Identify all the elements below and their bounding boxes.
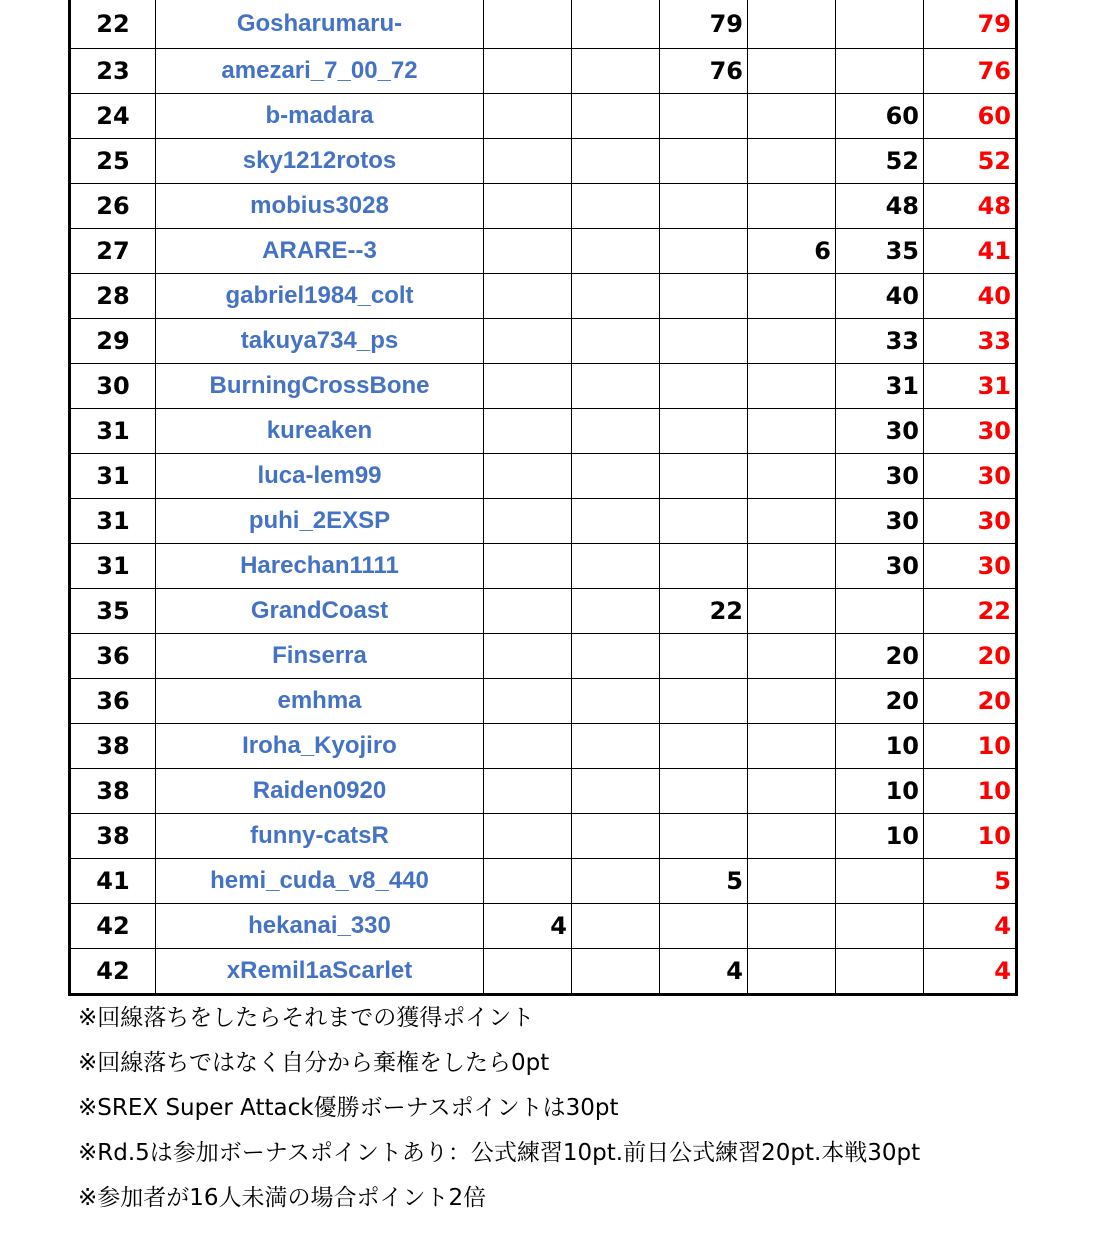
round-5-points-cell: 30 xyxy=(836,454,924,499)
table-row xyxy=(70,454,1017,499)
round-3-points-cell xyxy=(660,454,748,499)
round-3-points-cell xyxy=(660,139,748,184)
round-3-points-cell xyxy=(660,409,748,454)
round-4-points-cell xyxy=(748,184,836,229)
rank-cell: 23 xyxy=(70,49,156,94)
rank-cell: 42 xyxy=(70,904,156,949)
round-4-points-cell xyxy=(748,94,836,139)
player-name-cell: hemi_cuda_v8_440 xyxy=(156,859,484,904)
round-2-points-cell xyxy=(572,859,660,904)
rank-cell: 31 xyxy=(70,409,156,454)
table-row xyxy=(70,184,1017,229)
round-2-points-cell xyxy=(572,184,660,229)
round-3-points-cell xyxy=(660,904,748,949)
round-1-points-cell xyxy=(484,94,572,139)
rank-cell: 35 xyxy=(70,589,156,634)
round-2-points-cell xyxy=(572,94,660,139)
round-1-points-cell xyxy=(484,319,572,364)
player-name-cell: hekanai_330 xyxy=(156,904,484,949)
rank-cell: 25 xyxy=(70,139,156,184)
round-5-points-cell xyxy=(836,589,924,634)
note-rd5-bonus: ※Rd.5は参加ボーナスポイントあり：公式練習10pt.前日公式練習20pt.本戦30pt xyxy=(78,1140,921,1166)
table-row xyxy=(70,634,1017,679)
player-name-cell: funny-catsR xyxy=(156,814,484,859)
round-5-points-cell xyxy=(836,49,924,94)
player-name-cell: mobius3028 xyxy=(156,184,484,229)
total-points-cell: 10 xyxy=(924,724,1017,769)
notes-section xyxy=(78,996,920,1221)
round-2-points-cell xyxy=(572,364,660,409)
player-name-cell: Finserra xyxy=(156,634,484,679)
player-name-cell: ARARE--3 xyxy=(156,229,484,274)
player-name-cell: emhma xyxy=(156,679,484,724)
note-disconnect: ※回線落ちをしたらそれまでの獲得ポイント xyxy=(78,1005,535,1031)
round-5-points-cell: 52 xyxy=(836,139,924,184)
table-row xyxy=(70,499,1017,544)
round-4-points-cell xyxy=(748,499,836,544)
round-4-points-cell xyxy=(748,364,836,409)
player-name-cell: kureaken xyxy=(156,409,484,454)
total-points-cell: 10 xyxy=(924,769,1017,814)
note-double-points: ※参加者が16人未満の場合ポイント2倍 xyxy=(78,1185,487,1211)
round-4-points-cell xyxy=(748,274,836,319)
round-1-points-cell xyxy=(484,229,572,274)
player-name-cell: GrandCoast xyxy=(156,589,484,634)
rank-cell: 38 xyxy=(70,769,156,814)
round-2-points-cell xyxy=(572,454,660,499)
rank-cell: 30 xyxy=(70,364,156,409)
round-5-points-cell: 10 xyxy=(836,769,924,814)
round-1-points-cell xyxy=(484,364,572,409)
rank-cell: 36 xyxy=(70,634,156,679)
note-forfeit: ※回線落ちではなく自分から棄権をしたら0pt xyxy=(78,1050,550,1076)
round-3-points-cell xyxy=(660,679,748,724)
round-3-points-cell xyxy=(660,229,748,274)
round-2-points-cell xyxy=(572,49,660,94)
player-name-cell: BurningCrossBone xyxy=(156,364,484,409)
round-4-points-cell xyxy=(748,319,836,364)
table-row xyxy=(70,814,1017,859)
total-points-cell: 20 xyxy=(924,634,1017,679)
round-3-points-cell xyxy=(660,634,748,679)
round-5-points-cell: 35 xyxy=(836,229,924,274)
note-winner-bonus: ※SREX Super Attack優勝ボーナスポイントは30pt xyxy=(78,1095,619,1121)
player-name-cell: xRemil1aScarlet xyxy=(156,949,484,995)
round-1-points-cell xyxy=(484,859,572,904)
player-name-cell: Harechan1111 xyxy=(156,544,484,589)
round-4-points-cell xyxy=(748,454,836,499)
total-points-cell: 60 xyxy=(924,94,1017,139)
round-3-points-cell xyxy=(660,364,748,409)
table-row xyxy=(70,274,1017,319)
round-4-points-cell: 6 xyxy=(748,229,836,274)
table-row xyxy=(70,679,1017,724)
round-3-points-cell: 79 xyxy=(660,0,748,49)
round-3-points-cell xyxy=(660,184,748,229)
player-name-cell: takuya734_ps xyxy=(156,319,484,364)
round-4-points-cell xyxy=(748,859,836,904)
total-points-cell: 31 xyxy=(924,364,1017,409)
rank-cell: 36 xyxy=(70,679,156,724)
table-row xyxy=(70,319,1017,364)
ranking-table xyxy=(68,0,1018,996)
total-points-cell: 48 xyxy=(924,184,1017,229)
player-name-cell: luca-lem99 xyxy=(156,454,484,499)
round-4-points-cell xyxy=(748,679,836,724)
round-5-points-cell: 10 xyxy=(836,814,924,859)
round-1-points-cell: 4 xyxy=(484,904,572,949)
rank-cell: 41 xyxy=(70,859,156,904)
round-3-points-cell: 4 xyxy=(660,949,748,995)
rank-cell: 27 xyxy=(70,229,156,274)
round-2-points-cell xyxy=(572,814,660,859)
table-row xyxy=(70,544,1017,589)
rank-cell: 26 xyxy=(70,184,156,229)
round-1-points-cell xyxy=(484,499,572,544)
rank-cell: 28 xyxy=(70,274,156,319)
round-4-points-cell xyxy=(748,589,836,634)
round-5-points-cell: 31 xyxy=(836,364,924,409)
round-3-points-cell: 5 xyxy=(660,859,748,904)
round-2-points-cell xyxy=(572,589,660,634)
table-row xyxy=(70,229,1017,274)
round-4-points-cell xyxy=(748,0,836,49)
total-points-cell: 79 xyxy=(924,0,1017,49)
round-5-points-cell: 40 xyxy=(836,274,924,319)
round-1-points-cell xyxy=(484,724,572,769)
round-5-points-cell: 60 xyxy=(836,94,924,139)
round-1-points-cell xyxy=(484,544,572,589)
round-5-points-cell: 30 xyxy=(836,544,924,589)
total-points-cell: 20 xyxy=(924,679,1017,724)
total-points-cell: 22 xyxy=(924,589,1017,634)
total-points-cell: 33 xyxy=(924,319,1017,364)
ranking-table-body xyxy=(70,0,1017,995)
round-4-points-cell xyxy=(748,634,836,679)
round-2-points-cell xyxy=(572,679,660,724)
round-5-points-cell: 20 xyxy=(836,679,924,724)
round-1-points-cell xyxy=(484,49,572,94)
table-row xyxy=(70,0,1017,49)
table-row xyxy=(70,949,1017,995)
round-2-points-cell xyxy=(572,499,660,544)
table-row xyxy=(70,724,1017,769)
round-4-points-cell xyxy=(748,769,836,814)
round-3-points-cell: 76 xyxy=(660,49,748,94)
total-points-cell: 76 xyxy=(924,49,1017,94)
table-row xyxy=(70,94,1017,139)
round-3-points-cell xyxy=(660,499,748,544)
round-2-points-cell xyxy=(572,0,660,49)
round-1-points-cell xyxy=(484,679,572,724)
total-points-cell: 30 xyxy=(924,409,1017,454)
round-5-points-cell: 30 xyxy=(836,409,924,454)
round-2-points-cell xyxy=(572,409,660,454)
round-3-points-cell xyxy=(660,544,748,589)
round-1-points-cell xyxy=(484,139,572,184)
round-1-points-cell xyxy=(484,0,572,49)
total-points-cell: 30 xyxy=(924,454,1017,499)
rank-cell: 29 xyxy=(70,319,156,364)
round-1-points-cell xyxy=(484,814,572,859)
player-name-cell: gabriel1984_colt xyxy=(156,274,484,319)
total-points-cell: 52 xyxy=(924,139,1017,184)
total-points-cell: 30 xyxy=(924,544,1017,589)
rank-cell: 24 xyxy=(70,94,156,139)
round-1-points-cell xyxy=(484,274,572,319)
round-1-points-cell xyxy=(484,454,572,499)
round-1-points-cell xyxy=(484,769,572,814)
rank-cell: 38 xyxy=(70,814,156,859)
table-row xyxy=(70,409,1017,454)
total-points-cell: 10 xyxy=(924,814,1017,859)
round-3-points-cell xyxy=(660,319,748,364)
table-row xyxy=(70,139,1017,184)
round-5-points-cell xyxy=(836,949,924,995)
round-1-points-cell xyxy=(484,184,572,229)
round-2-points-cell xyxy=(572,634,660,679)
player-name-cell: amezari_7_00_72 xyxy=(156,49,484,94)
player-name-cell: puhi_2EXSP xyxy=(156,499,484,544)
table-row xyxy=(70,364,1017,409)
round-4-points-cell xyxy=(748,139,836,184)
round-4-points-cell xyxy=(748,814,836,859)
round-5-points-cell: 30 xyxy=(836,499,924,544)
player-name-cell: sky1212rotos xyxy=(156,139,484,184)
rank-cell: 31 xyxy=(70,454,156,499)
round-1-points-cell xyxy=(484,409,572,454)
round-2-points-cell xyxy=(572,544,660,589)
round-5-points-cell xyxy=(836,859,924,904)
rank-cell: 38 xyxy=(70,724,156,769)
total-points-cell: 4 xyxy=(924,904,1017,949)
total-points-cell: 5 xyxy=(924,859,1017,904)
round-5-points-cell xyxy=(836,904,924,949)
total-points-cell: 30 xyxy=(924,499,1017,544)
table-row xyxy=(70,859,1017,904)
round-3-points-cell xyxy=(660,274,748,319)
round-3-points-cell xyxy=(660,724,748,769)
player-name-cell: Raiden0920 xyxy=(156,769,484,814)
round-1-points-cell xyxy=(484,634,572,679)
player-name-cell: Gosharumaru- xyxy=(156,0,484,49)
round-2-points-cell xyxy=(572,229,660,274)
round-4-points-cell xyxy=(748,949,836,995)
rank-cell: 31 xyxy=(70,544,156,589)
round-3-points-cell xyxy=(660,814,748,859)
round-2-points-cell xyxy=(572,724,660,769)
round-2-points-cell xyxy=(572,904,660,949)
ranking-table-container xyxy=(68,0,1018,996)
round-2-points-cell xyxy=(572,319,660,364)
rank-cell: 22 xyxy=(70,0,156,49)
round-5-points-cell: 10 xyxy=(836,724,924,769)
round-3-points-cell xyxy=(660,769,748,814)
round-1-points-cell xyxy=(484,589,572,634)
round-4-points-cell xyxy=(748,49,836,94)
player-name-cell: b-madara xyxy=(156,94,484,139)
table-row xyxy=(70,904,1017,949)
rank-cell: 31 xyxy=(70,499,156,544)
round-4-points-cell xyxy=(748,409,836,454)
round-1-points-cell xyxy=(484,949,572,995)
rank-cell: 42 xyxy=(70,949,156,995)
round-4-points-cell xyxy=(748,544,836,589)
round-5-points-cell: 48 xyxy=(836,184,924,229)
total-points-cell: 4 xyxy=(924,949,1017,995)
player-name-cell: Iroha_Kyojiro xyxy=(156,724,484,769)
round-3-points-cell xyxy=(660,94,748,139)
round-3-points-cell: 22 xyxy=(660,589,748,634)
round-4-points-cell xyxy=(748,724,836,769)
round-5-points-cell: 33 xyxy=(836,319,924,364)
total-points-cell: 41 xyxy=(924,229,1017,274)
table-row xyxy=(70,49,1017,94)
table-row xyxy=(70,589,1017,634)
round-4-points-cell xyxy=(748,904,836,949)
round-2-points-cell xyxy=(572,769,660,814)
round-5-points-cell: 20 xyxy=(836,634,924,679)
round-2-points-cell xyxy=(572,274,660,319)
round-5-points-cell xyxy=(836,0,924,49)
total-points-cell: 40 xyxy=(924,274,1017,319)
round-2-points-cell xyxy=(572,139,660,184)
round-2-points-cell xyxy=(572,949,660,995)
table-row xyxy=(70,769,1017,814)
